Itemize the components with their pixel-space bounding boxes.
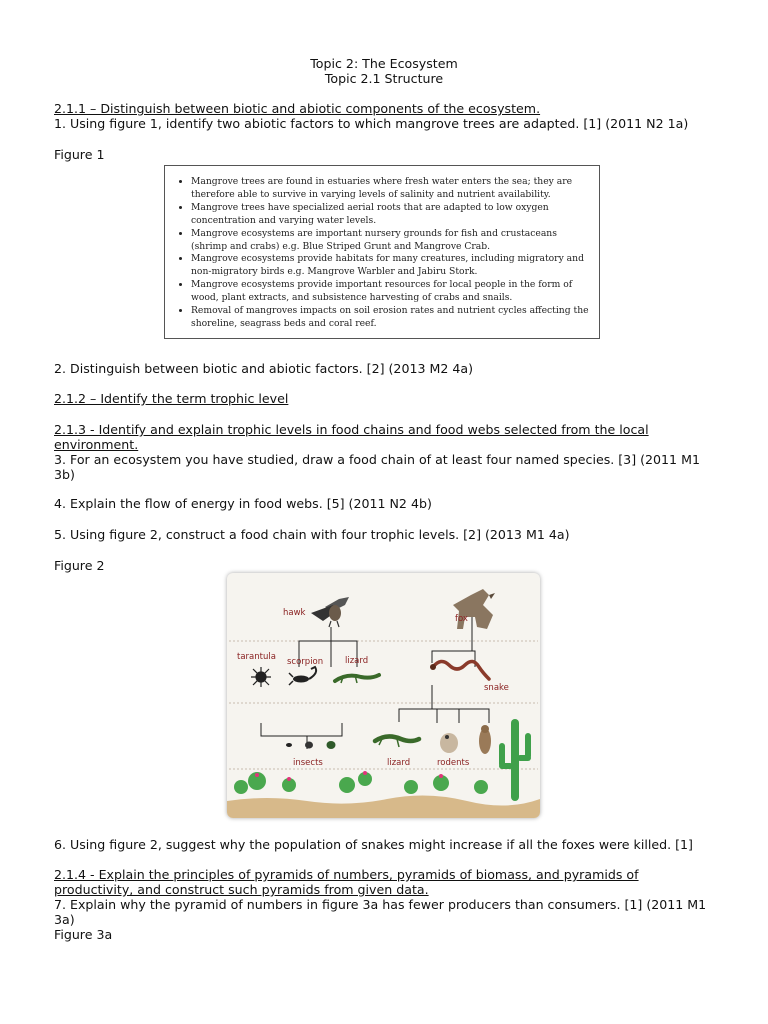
label-rodents: rodents: [437, 758, 470, 768]
figure-3a-label: Figure 3a: [54, 927, 113, 942]
section-heading-2-1-2: 2.1.2 – Identify the term trophic level: [54, 391, 289, 406]
lizard-top-icon: [335, 675, 379, 683]
label-lizard-top: lizard: [345, 656, 369, 666]
food-web-arrows: [261, 617, 489, 749]
question-6: 6. Using figure 2, suggest why the population of snakes might increase if all the foxes were killed. [1]: [54, 837, 693, 852]
label-snake: snake: [484, 683, 509, 693]
figure-1-bullet: • Mangrove ecosystems provide important resources for local people in the form of wood, plant extracts, and subsistence harvesting of crabs and snails.: [191, 279, 589, 305]
figure-2-food-web: [227, 573, 540, 818]
question-7: 7. Explain why the pyramid of numbers in figure 3a has fewer producers than consumers. [1] (2011 M1: [54, 897, 707, 912]
question-3-cont: 3b): [54, 467, 75, 482]
figure-2-label: Figure 2: [54, 558, 105, 573]
figure-1-box: [164, 165, 600, 339]
tarantula-icon: [251, 667, 271, 687]
ground-icon: [227, 771, 540, 818]
label-fox: fox: [455, 614, 468, 624]
rodents-icon: [440, 725, 491, 754]
question-2: 2. Distinguish between biotic and abiotic factors. [2] (2013 M2 4a): [54, 361, 474, 376]
scorpion-icon: [289, 667, 316, 685]
question-1: 1. Using figure 1, identify two abiotic factors to which mangrove trees are adapted. [1] (2011 N2 1a): [54, 116, 689, 131]
label-lizard-bottom: lizard: [387, 758, 411, 768]
question-5: 5. Using figure 2, construct a food chain with four trophic levels. [2] (2013 M1 4a): [54, 527, 570, 542]
section-heading-2-1-4-cont: productivity, and construct such pyramids from given data.: [54, 882, 429, 897]
label-insects: insects: [293, 758, 323, 768]
question-7-cont: 3a): [54, 912, 75, 927]
snake-icon: [430, 661, 489, 679]
cactus-icon: [499, 719, 531, 801]
figure-1-bullet: • Mangrove trees are found in estuaries where fresh water enters the sea; they are therefore able to survive in varying levels of salinity and nutrient availability.: [191, 176, 589, 202]
section-heading-2-1-4: 2.1.4 - Explain the principles of pyramids of numbers, pyramids of biomass, and pyramids of: [54, 867, 639, 882]
page-title: Topic 2: The Ecosystem: [310, 56, 458, 71]
label-scorpion: scorpion: [287, 657, 324, 667]
question-4: 4. Explain the flow of energy in food webs. [5] (2011 N2 4b): [54, 496, 432, 511]
figure-1-bullet: • Mangrove ecosystems provide habitats for many creatures, including migratory and non-migratory birds e.g. Mangrove Warbler and Jabiru Stork.: [191, 253, 589, 279]
lizard-bottom-icon: [375, 736, 419, 747]
question-3: 3. For an ecosystem you have studied, draw a food chain of at least four named species. [3] (2011 M1: [54, 452, 700, 467]
figure-1-bullet: • Mangrove ecosystems are important nursery grounds for fish and crustaceans (shrimp and crabs) e.g. Blue Striped Grunt and Mangrove Crab.: [191, 228, 589, 254]
section-heading-2-1-3: 2.1.3 - Identify and explain trophic levels in food chains and food webs selected from the local: [54, 422, 649, 437]
figure-1-label: Figure 1: [54, 147, 105, 162]
hawk-icon: [311, 597, 349, 627]
label-tarantula: tarantula: [237, 652, 276, 662]
page-subtitle: Topic 2.1 Structure: [324, 71, 444, 86]
section-heading-2-1-3-cont: environment.: [54, 437, 139, 452]
figure-1-bullet-list: [165, 166, 599, 331]
section-heading-2-1-1: 2.1.1 – Distinguish between biotic and abiotic components of the ecosystem.: [54, 101, 541, 116]
label-hawk: hawk: [283, 608, 306, 618]
food-web-illustration: [227, 573, 540, 818]
insects-icon: [286, 741, 336, 749]
figure-1-bullet: • Removal of mangroves impacts on soil erosion rates and nutrient cycles affecting the shoreline, seagrass beds and coral reef.: [191, 305, 589, 331]
figure-1-bullet: • Mangrove trees have specialized aerial roots that are adapted to low oxygen concentration and varying water levels.: [191, 202, 589, 228]
